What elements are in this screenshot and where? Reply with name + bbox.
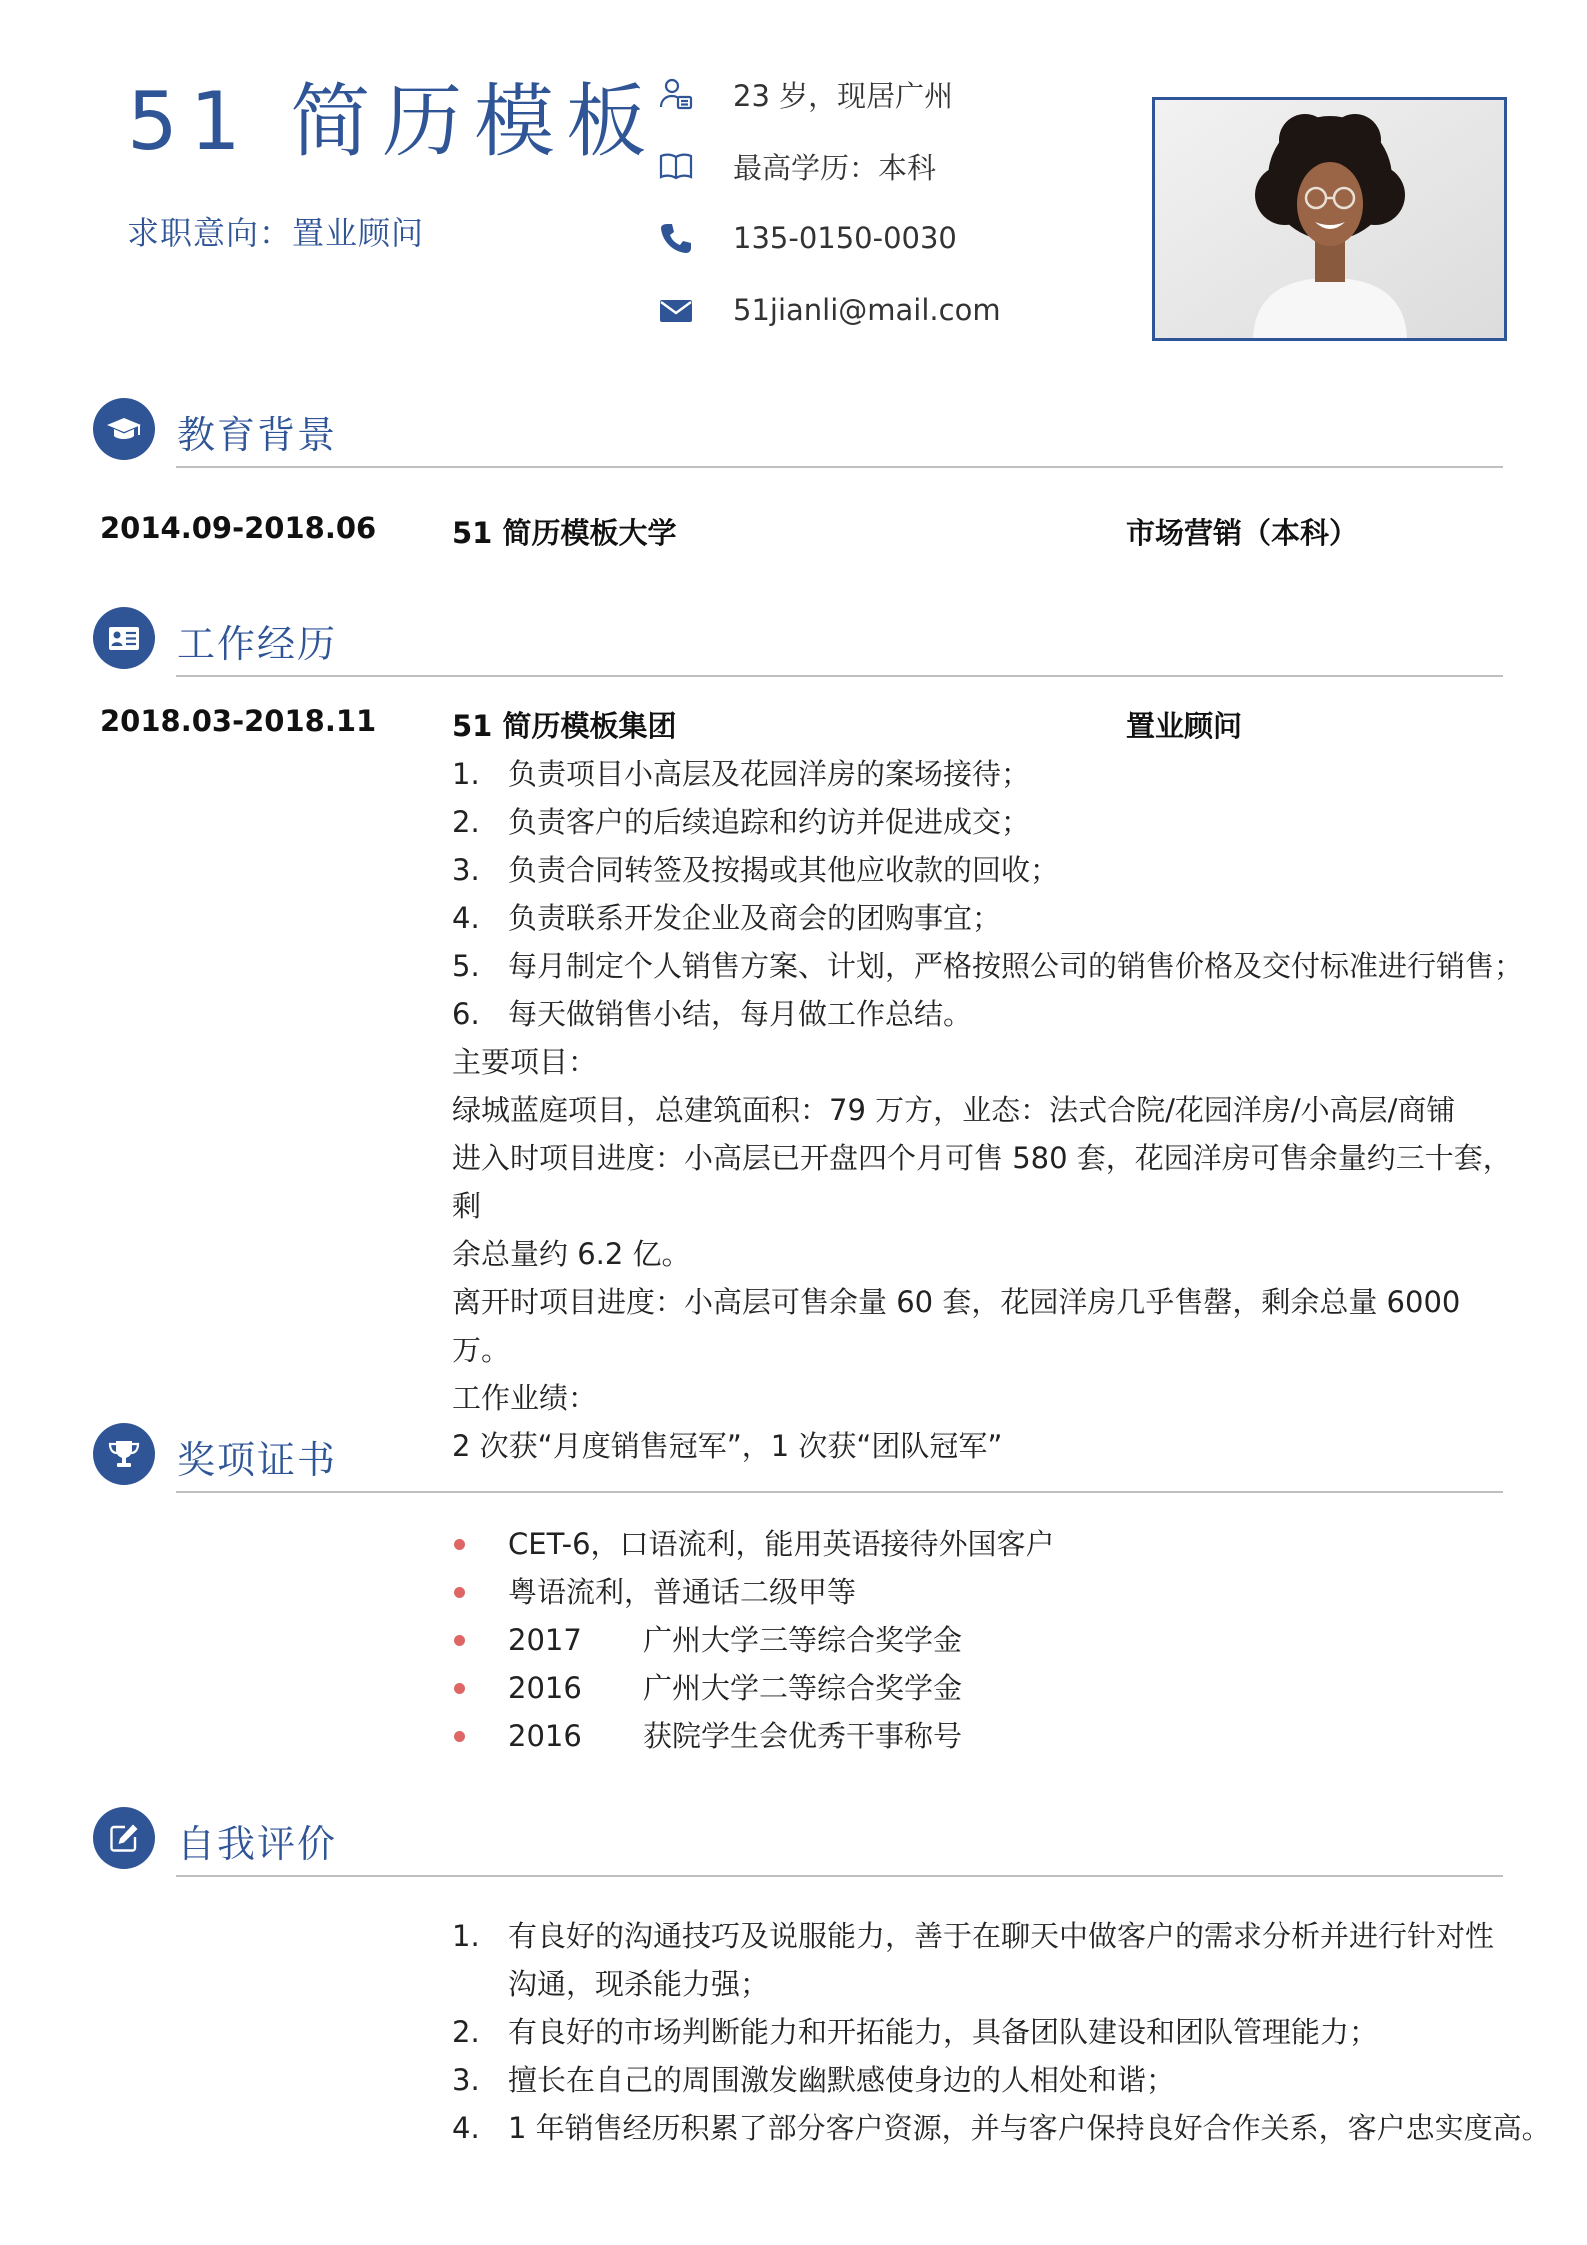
phone-icon (657, 219, 695, 257)
contact-phone-text: 135-0150-0030 (733, 221, 957, 255)
list-item-number: 5. (452, 949, 480, 983)
list-item (452, 2008, 1512, 2056)
list-item-year: 2017 (508, 1623, 582, 1657)
contact-phone (657, 202, 957, 274)
bullet-dot-icon (454, 1539, 465, 1550)
list-item (452, 990, 1512, 1038)
list-item (452, 894, 1512, 942)
education-school: 51 简历模板大学 (452, 516, 677, 550)
profile-photo (1152, 97, 1507, 341)
list-item-number: 1. (452, 1919, 480, 1953)
list-item-number: 4. (452, 2111, 480, 2145)
work-position: 置业顾问 (1126, 709, 1243, 743)
list-item-text: 每月制定个人销售方案、计划，严格按照公司的销售价格及交付标准进行销售； (508, 949, 1524, 983)
list-item-text: CET-6，口语流利，能用英语接待外国客户 (508, 1527, 1055, 1561)
bullet-dot-icon (454, 1635, 465, 1646)
list-item (452, 2104, 1551, 2152)
list-item-text: 每天做销售小结，每月做工作总结。 (508, 997, 973, 1031)
list-item-number: 4. (452, 901, 480, 935)
bullet-dot-icon (454, 1683, 465, 1694)
list-item (452, 1664, 1512, 1712)
contact-education-text: 最高学历：本科 (733, 150, 937, 185)
list-item (452, 846, 1512, 894)
contact-email (657, 274, 1001, 346)
work-details (452, 1038, 1512, 1470)
section-divider (176, 675, 1503, 677)
work-company: 51 简历模板集团 (452, 709, 677, 743)
list-item-text: 获院学生会优秀干事称号 (643, 1719, 963, 1753)
list-item (452, 1616, 1512, 1664)
graduation-cap-icon (93, 398, 155, 460)
contact-list (657, 58, 1001, 346)
list-item (452, 750, 1512, 798)
list-item-number: 2. (452, 2015, 480, 2049)
education-period: 2014.09-2018.06 (100, 511, 377, 545)
list-item (452, 1520, 1512, 1568)
work-period: 2018.03-2018.11 (100, 704, 377, 738)
detail-line: 离开时项目进度：小高层可售余量 60 套，花园洋房几乎售罄，剩余总量 6000 万。 (452, 1285, 1461, 1367)
resume-title: 51 简历模板 (127, 75, 659, 168)
list-item-year: 2016 (508, 1719, 582, 1753)
resume-list-icon (93, 607, 155, 669)
job-intent: 求职意向：置业顾问 (127, 214, 425, 252)
list-item (452, 2056, 1512, 2104)
detail-line: 绿城蓝庭项目，总建筑面积：79 万方，业态：法式合院/花园洋房/小高层/商铺 (452, 1093, 1456, 1127)
list-item (452, 1712, 1512, 1760)
list-item-number: 2. (452, 805, 480, 839)
detail-line: 工作业绩： (452, 1381, 598, 1415)
edit-pen-icon (93, 1807, 155, 1869)
awards-list (452, 1520, 1512, 1760)
list-item-number: 3. (452, 2063, 480, 2097)
section-education-title: 教育背景 (177, 413, 338, 457)
section-awards-header (93, 1423, 1503, 1493)
section-self-eval-title: 自我评价 (177, 1822, 338, 1866)
list-item-year: 2016 (508, 1671, 582, 1705)
list-item-number: 1. (452, 757, 480, 791)
contact-age-location (657, 58, 954, 130)
section-divider (176, 1875, 1503, 1877)
list-item-text: 广州大学三等综合奖学金 (643, 1623, 963, 1657)
list-item (452, 1568, 1512, 1616)
list-item-text: 广州大学二等综合奖学金 (643, 1671, 963, 1705)
list-item-text: 1 年销售经历积累了部分客户资源，并与客户保持良好合作关系，客户忠实度高。 (508, 2111, 1551, 2145)
list-item-number: 3. (452, 853, 480, 887)
section-work-title: 工作经历 (177, 622, 338, 666)
bullet-dot-icon (454, 1587, 465, 1598)
list-item-text: 负责项目小高层及花园洋房的案场接待； (508, 757, 1031, 791)
contact-email-text: 51jianli@mail.com (733, 293, 1001, 327)
list-item (452, 798, 1512, 846)
list-item-text: 有良好的市场判断能力和开拓能力，具备团队建设和团队管理能力； (508, 2015, 1379, 2049)
section-education-header (93, 398, 1503, 468)
person-id-icon (657, 75, 695, 113)
list-item-text: 擅长在自己的周围激发幽默感使身边的人相处和谐； (508, 2063, 1176, 2097)
list-item-text: 负责合同转签及按揭或其他应收款的回收； (508, 853, 1060, 887)
trophy-icon (93, 1423, 155, 1485)
detail-line: 进入时项目进度：小高层已开盘四个月可售 580 套，花园洋房可售余量约三十套，剩 (452, 1141, 1512, 1223)
bullet-dot-icon (454, 1731, 465, 1742)
section-divider (176, 466, 1503, 468)
self-eval-list (452, 1912, 1551, 2152)
detail-line: 余总量约 6.2 亿。 (452, 1237, 691, 1271)
section-divider (176, 1491, 1503, 1493)
section-self-eval-header (93, 1807, 1503, 1877)
list-item-text: 有良好的沟通技巧及说服能力，善于在聊天中做客户的需求分析并进行针对性沟通，现杀能力强； (508, 1919, 1495, 2001)
detail-line: 主要项目： (452, 1045, 598, 1079)
list-item-text: 负责客户的后续追踪和约访并促进成交； (508, 805, 1031, 839)
education-major: 市场营销（本科） (1126, 516, 1359, 550)
list-item-text: 负责联系开发企业及商会的团购事宜； (508, 901, 1002, 935)
contact-education (657, 130, 937, 202)
list-item (452, 1912, 1512, 2008)
section-awards-title: 奖项证书 (177, 1438, 338, 1482)
list-item-number: 6. (452, 997, 480, 1031)
open-book-icon (657, 147, 695, 185)
contact-age-location-text: 23 岁，现居广州 (733, 78, 954, 113)
detail-line: 2 次获“月度销售冠军”，1 次获“团队冠军” (452, 1429, 1003, 1463)
work-duties-list (452, 750, 1524, 1038)
list-item-text: 粤语流利，普通话二级甲等 (508, 1575, 857, 1609)
envelope-icon (657, 291, 695, 329)
section-work-header (93, 607, 1503, 677)
list-item (452, 942, 1524, 990)
